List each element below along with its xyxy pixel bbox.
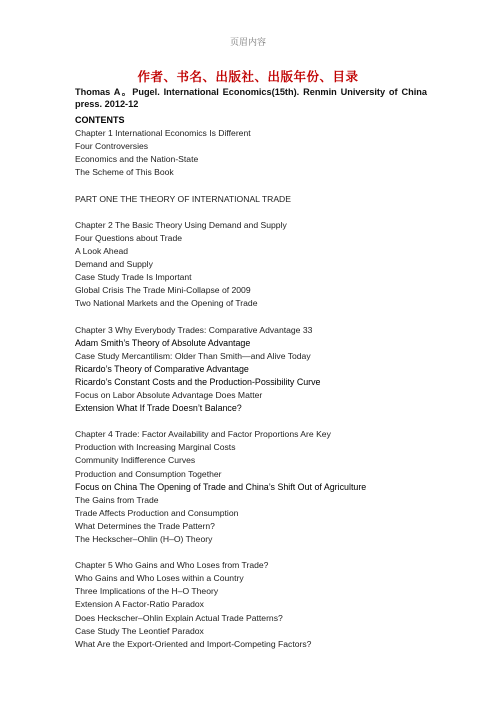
- blank-line: [75, 415, 435, 428]
- contents-line: Four Questions about Trade: [75, 232, 183, 243]
- contents-line: The Heckscher–Ohlin (H–O) Theory: [75, 534, 213, 544]
- contents-line: Chapter 5 Who Gains and Who Loses from Trade?: [75, 560, 269, 571]
- contents-line: Community Indifference Curves: [75, 455, 196, 466]
- contents-line: Adam Smith’s Theory of Absolute Advantage: [75, 337, 251, 348]
- contents-line: Focus on Labor Absolute Advantage Does Matter: [75, 389, 263, 400]
- contents-line: Ricardo’s Constant Costs and the Production-Possibility Curve: [75, 376, 321, 387]
- contents-line: Chapter 2 The Basic Theory Using Demand and Supply: [75, 219, 287, 230]
- contents-line: Two National Markets and the Opening of Trade: [75, 298, 258, 309]
- contents-line: Does Heckscher–Ohlin Explain Actual Trade Patterns?: [75, 612, 283, 623]
- contents-line: Chapter 3 Why Everybody Trades: Comparative Advantage 33: [75, 324, 313, 335]
- contents-line: Production and Consumption Together: [75, 468, 222, 479]
- contents-line: The Gains from Trade: [75, 494, 159, 505]
- contents-line: What Are the Export-Oriented and Import-Competing Factors?: [75, 638, 312, 649]
- blank-line: [75, 206, 435, 219]
- contents-line: Case Study Trade Is Important: [75, 272, 192, 283]
- book-citation: Thomas A。Pugel. International Economics(15th). Renmin University of China press. 2012-12: [75, 87, 427, 109]
- contents-line: Production with Increasing Marginal Costs: [75, 442, 236, 453]
- contents-line: Extension What If Trade Doesn’t Balance?: [75, 403, 242, 414]
- contents-line: Trade Affects Production and Consumption: [75, 507, 239, 518]
- contents-line: Demand and Supply: [75, 259, 153, 270]
- page-header: 页眉内容: [229, 38, 266, 48]
- contents-line: Focus on China The Opening of Trade and China’s Shift Out of Agriculture: [75, 481, 367, 492]
- table-of-contents: [75, 114, 435, 651]
- contents-line: What Determines the Trade Pattern?: [75, 520, 215, 531]
- contents-line: Ricardo’s Theory of Comparative Advantage: [75, 363, 249, 374]
- contents-line: Case Study Mercantilism: Older Than Smith—and Alive Today: [75, 350, 311, 361]
- contents-line: Economics and the Nation-State: [75, 154, 199, 165]
- blank-line: [75, 179, 435, 192]
- contents-line: Chapter 1 International Economics Is Different: [75, 128, 251, 139]
- contents-line: Global Crisis The Trade Mini-Collapse of 2009: [75, 285, 251, 296]
- contents-line: Three Implications of the H–O Theory: [75, 586, 219, 597]
- contents-heading: CONTENTS: [75, 115, 125, 125]
- contents-line: PART ONE THE THEORY OF INTERNATIONAL TRADE: [75, 193, 291, 204]
- contents-line: Chapter 4 Trade: Factor Availability and Factor Proportions Are Key: [75, 429, 331, 440]
- blank-line: [75, 546, 435, 559]
- contents-line: Who Gains and Who Loses within a Country: [75, 573, 244, 584]
- contents-line: A Look Ahead: [75, 245, 129, 256]
- contents-line: The Scheme of This Book: [75, 167, 174, 178]
- contents-line: Four Controversies: [75, 141, 149, 152]
- contents-line: Case Study The Leontief Paradox: [75, 625, 204, 636]
- document-title: 作者、书名、出版社、出版年份、目录: [137, 69, 359, 84]
- contents-line: Extension A Factor-Ratio Paradox: [75, 599, 204, 610]
- blank-line: [75, 310, 435, 323]
